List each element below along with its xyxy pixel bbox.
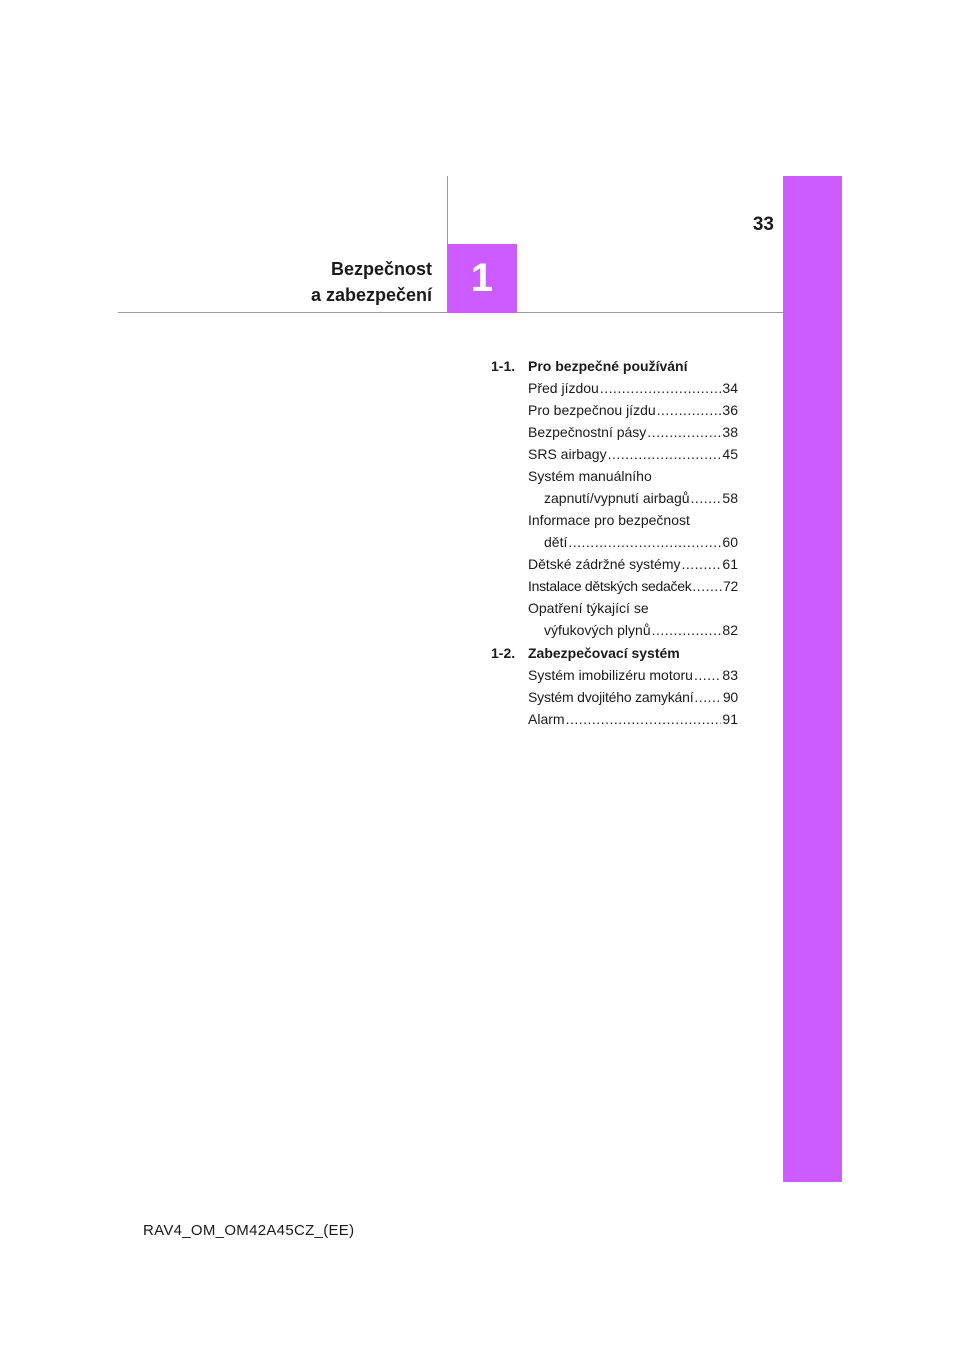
toc-entry-label: Systém dvojitého zamykání — [528, 689, 694, 705]
toc-entry-label-line1: Informace pro bezpečnost — [528, 512, 690, 528]
table-of-contents — [491, 355, 738, 731]
toc-entry[interactable] — [528, 509, 738, 553]
toc-section-number: 1-2. — [491, 645, 516, 661]
toc-entry-page: 45 — [722, 446, 738, 462]
toc-entry-page: 36 — [722, 402, 738, 418]
toc-section-heading[interactable] — [491, 355, 738, 377]
toc-entry-label: dětí — [544, 534, 568, 550]
toc-entry-page: 61 — [722, 556, 738, 572]
chapter-side-tab — [783, 176, 842, 1182]
toc-entry-label: SRS airbagy — [528, 446, 607, 462]
chapter-title-line2: a zabezpečení — [310, 285, 432, 305]
toc-entry[interactable] — [528, 708, 738, 730]
toc-entry-label-line1: Systém manuálního — [528, 468, 652, 484]
toc-entry-page: 34 — [722, 380, 738, 396]
toc-entry-label: Bezpečnostní pásy — [528, 424, 647, 440]
page-number: 33 — [752, 214, 774, 235]
toc-entry-page: 38 — [722, 424, 738, 440]
toc-entry-label: Instalace dětských sedaček — [528, 578, 692, 594]
toc-entry[interactable] — [528, 421, 738, 443]
toc-section-title: Pro bezpečné používání — [528, 358, 688, 374]
toc-entry[interactable] — [528, 686, 738, 708]
chapter-title-line1: Bezpečnost — [330, 259, 432, 279]
toc-entry-page: 58 — [722, 490, 738, 506]
chapter-title — [240, 256, 432, 308]
toc-entry-label: Pro bezpečnou jízdu — [528, 402, 656, 418]
toc-entry[interactable] — [528, 377, 738, 399]
header-vertical-rule — [447, 176, 448, 244]
toc-section-title: Zabezpečovací systém — [528, 645, 680, 661]
document-code-footer: RAV4_OM_OM42A45CZ_(EE) — [143, 1222, 355, 1239]
toc-entry-page: 91 — [722, 711, 738, 727]
toc-entry[interactable] — [528, 553, 738, 575]
chapter-number: 1 — [470, 256, 494, 300]
toc-section-heading[interactable] — [491, 642, 738, 664]
toc-entry[interactable] — [528, 664, 738, 686]
toc-entry-label: výfukových plynů — [544, 622, 651, 638]
toc-entry-page: 90 — [722, 689, 738, 705]
toc-entry[interactable] — [528, 465, 738, 509]
toc-entry[interactable] — [528, 443, 738, 465]
toc-entry-page: 72 — [723, 578, 738, 594]
toc-entry-label-line1: Opatření týkající se — [528, 600, 649, 616]
toc-entry[interactable] — [528, 597, 738, 641]
toc-entry-label: Alarm — [528, 711, 565, 727]
toc-entry-page: 83 — [722, 667, 738, 683]
toc-section-entries — [528, 664, 738, 730]
toc-section-entries — [528, 377, 738, 641]
toc-section-number: 1-1. — [491, 358, 516, 374]
toc-entry[interactable] — [528, 399, 738, 421]
chapter-number-box — [447, 244, 517, 313]
toc-entry-label: zapnutí/vypnutí airbagů — [544, 490, 690, 506]
toc-entry[interactable] — [528, 575, 738, 597]
toc-entry-page: 82 — [722, 622, 738, 638]
toc-entry-label: Dětské zádržné systémy — [528, 556, 681, 572]
toc-entry-label: Před jízdou — [528, 380, 599, 396]
toc-entry-label: Systém imobilizéru motoru — [528, 667, 693, 683]
toc-entry-page: 60 — [722, 534, 738, 550]
